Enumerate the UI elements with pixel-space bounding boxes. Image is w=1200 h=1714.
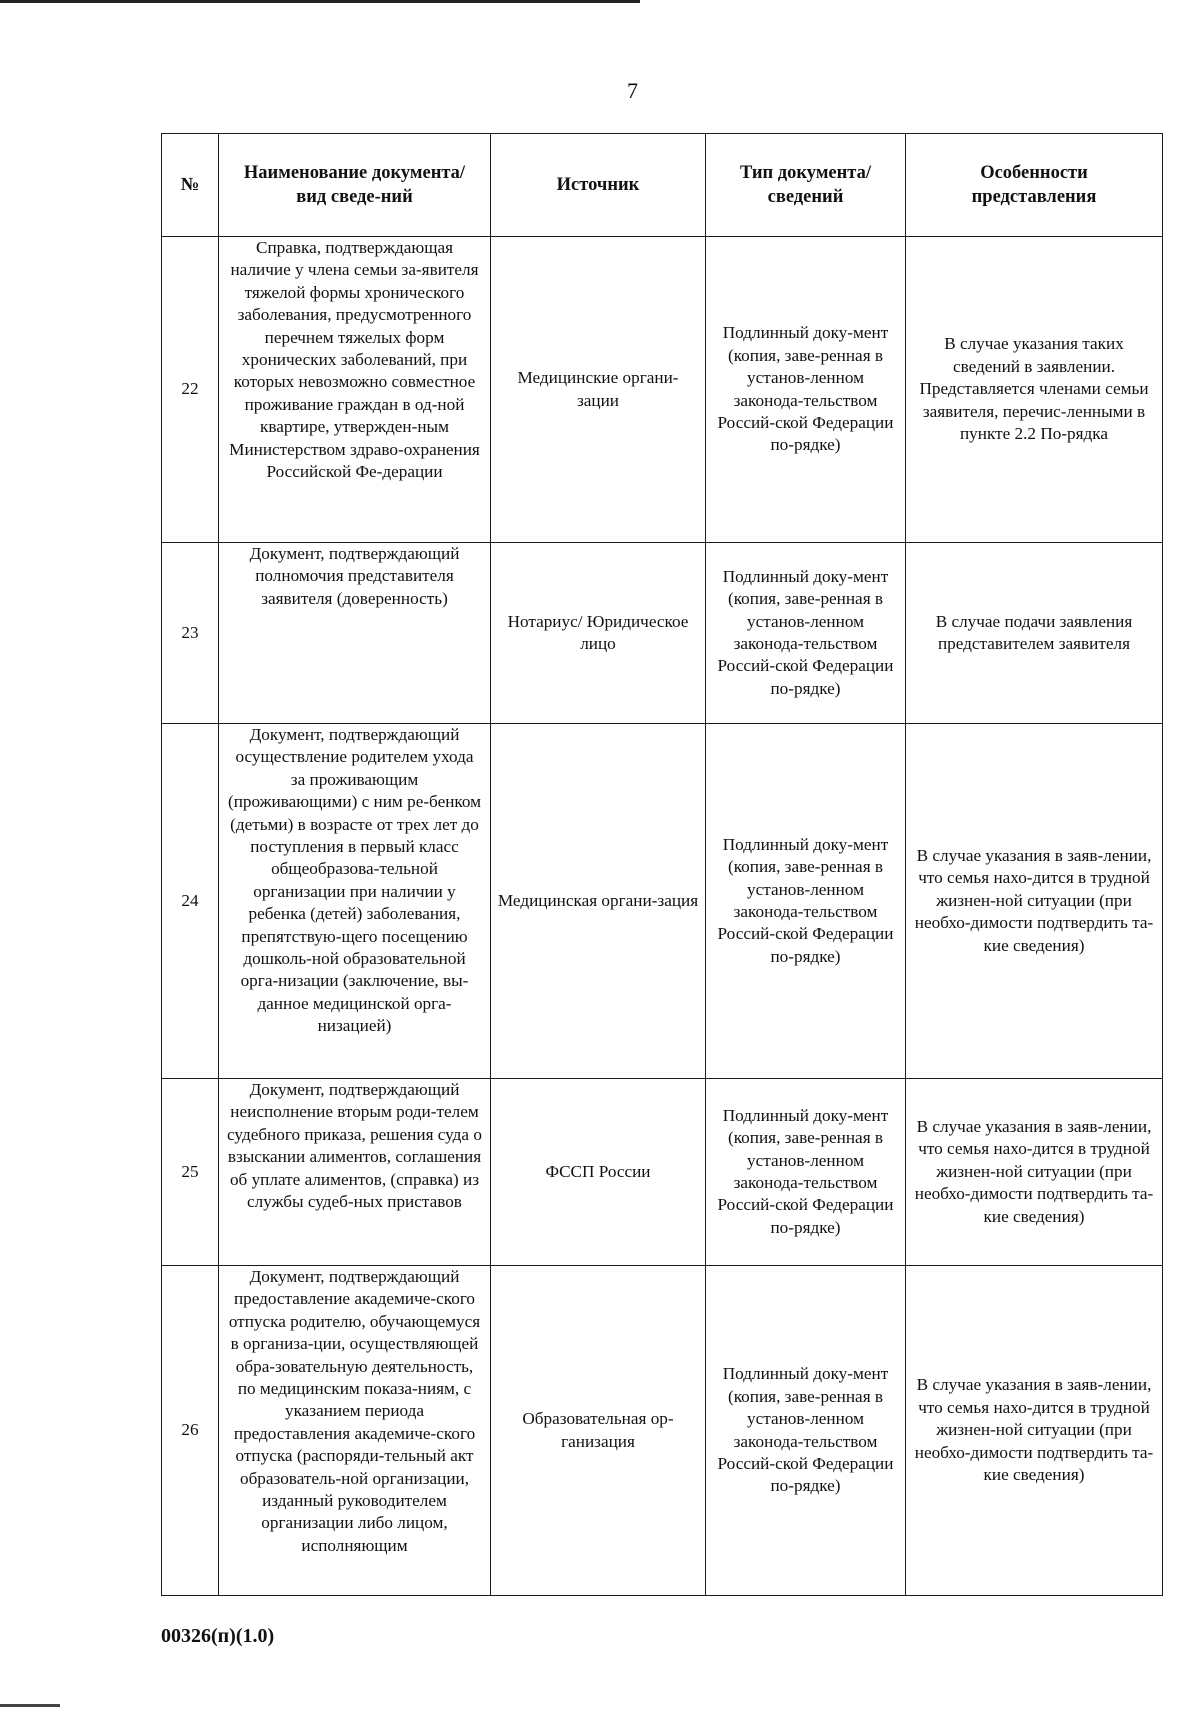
document-name-cell: Документ, подтверждающий осуществление родителем ухода за проживающим (проживающими) с ним ре-бенком (детьми) в возрасте от трех лет до поступления в первый класс общеобразова-тельной организации при наличии у ребенка (детей) заболевания, препятствую-щего посещению дошколь-ной образовательной орга-низации (заключение, вы-данное медицинской орга-низацией) — [219, 724, 491, 1079]
table-header-row — [162, 134, 1163, 237]
row-number: 26 — [162, 1266, 219, 1596]
features-cell: В случае указания в заяв-лении, что семья нахо-дится в трудной жизнен-ной ситуации (при необхо-димости подтвердить та-кие сведения) — [906, 1266, 1163, 1596]
features-cell: В случае подачи заявления представителем заявителя — [906, 543, 1163, 724]
page-number: 7 — [627, 78, 638, 103]
features-cell: В случае указания в заяв-лении, что семья нахо-дится в трудной жизнен-ной ситуации (при необхо-димости подтвердить та-кие сведения) — [906, 724, 1163, 1079]
features-cell: В случае указания в заяв-лении, что семья нахо-дится в трудной жизнен-ной ситуации (при необхо-димости подтвердить та-кие сведения) — [906, 1079, 1163, 1266]
header-document-type: Тип документа/ сведений — [706, 134, 906, 237]
source-cell: Медицинская органи-зация — [491, 724, 706, 1079]
table-row — [162, 543, 1163, 724]
table-row — [162, 1079, 1163, 1266]
features-cell: В случае указания таких сведений в заявлении. Представляется членами семьи заявителя, перечис-ленными в пункте 2.2 По-рядка — [906, 237, 1163, 543]
row-number: 25 — [162, 1079, 219, 1266]
document-name-cell: Документ, подтверждающий неисполнение вторым роди-телем судебного приказа, решения суда о взыскании алиментов, соглашения об уплате алиментов, (справка) из службы судеб-ных приставов — [219, 1079, 491, 1266]
header-number: № — [162, 134, 219, 237]
documents-table — [161, 133, 1163, 1596]
row-number: 24 — [162, 724, 219, 1079]
table-row — [162, 724, 1163, 1079]
header-document-name: Наименование документа/ вид сведе-ний — [219, 134, 491, 237]
table-row — [162, 237, 1163, 543]
document-type-cell: Подлинный доку-мент (копия, заве-ренная в установ-ленном законода-тельством Россий-ской Федерации по-рядке) — [706, 1079, 906, 1266]
document-name-cell: Документ, подтверждающий предоставление академиче-ского отпуска родителю, обучающемуся в организа-ции, осуществляющей обра-зовательную деятельность, по медицинским показа-ниям, с указанием периода предоставления академиче-ского отпуска (распоряди-тельный акт образователь-ной организации, изданный руководителем организации либо лицом, исполняющим — [219, 1266, 491, 1596]
document-type-cell: Подлинный доку-мент (копия, заве-ренная в установ-ленном законода-тельством Россий-ской Федерации по-рядке) — [706, 1266, 906, 1596]
document-name-cell: Документ, подтверждающий полномочия представителя заявителя (доверенность) — [219, 543, 491, 724]
document-type-cell: Подлинный доку-мент (копия, заве-ренная в установ-ленном законода-тельством Россий-ской Федерации по-рядке) — [706, 237, 906, 543]
source-cell: Медицинские органи-зации — [491, 237, 706, 543]
document-name-cell: Справка, подтверждающая наличие у члена семьи за-явителя тяжелой формы хронического заболевания, предусмотренного перечнем тяжелых форм хронических заболеваний, при которых невозможно совместное проживание граждан в од-ной квартире, утвержден-ным Министерством здраво-охранения Российской Фе-дерации — [219, 237, 491, 543]
scan-bottom-edge-line — [0, 1704, 60, 1707]
scan-top-edge-line — [0, 0, 640, 3]
document-type-cell: Подлинный доку-мент (копия, заве-ренная в установ-ленном законода-тельством Россий-ской Федерации по-рядке) — [706, 724, 906, 1079]
row-number: 22 — [162, 237, 219, 543]
source-cell: Образовательная ор-ганизация — [491, 1266, 706, 1596]
header-submission-features: Особенности представления — [906, 134, 1163, 237]
source-cell: ФССП России — [491, 1079, 706, 1266]
table-row — [162, 1266, 1163, 1596]
source-cell: Нотариус/ Юридическое лицо — [491, 543, 706, 724]
row-number: 23 — [162, 543, 219, 724]
header-source: Источник — [491, 134, 706, 237]
document-type-cell: Подлинный доку-мент (копия, заве-ренная в установ-ленном законода-тельством Россий-ской Федерации по-рядке) — [706, 543, 906, 724]
document-code: 00326(п)(1.0) — [161, 1625, 275, 1647]
